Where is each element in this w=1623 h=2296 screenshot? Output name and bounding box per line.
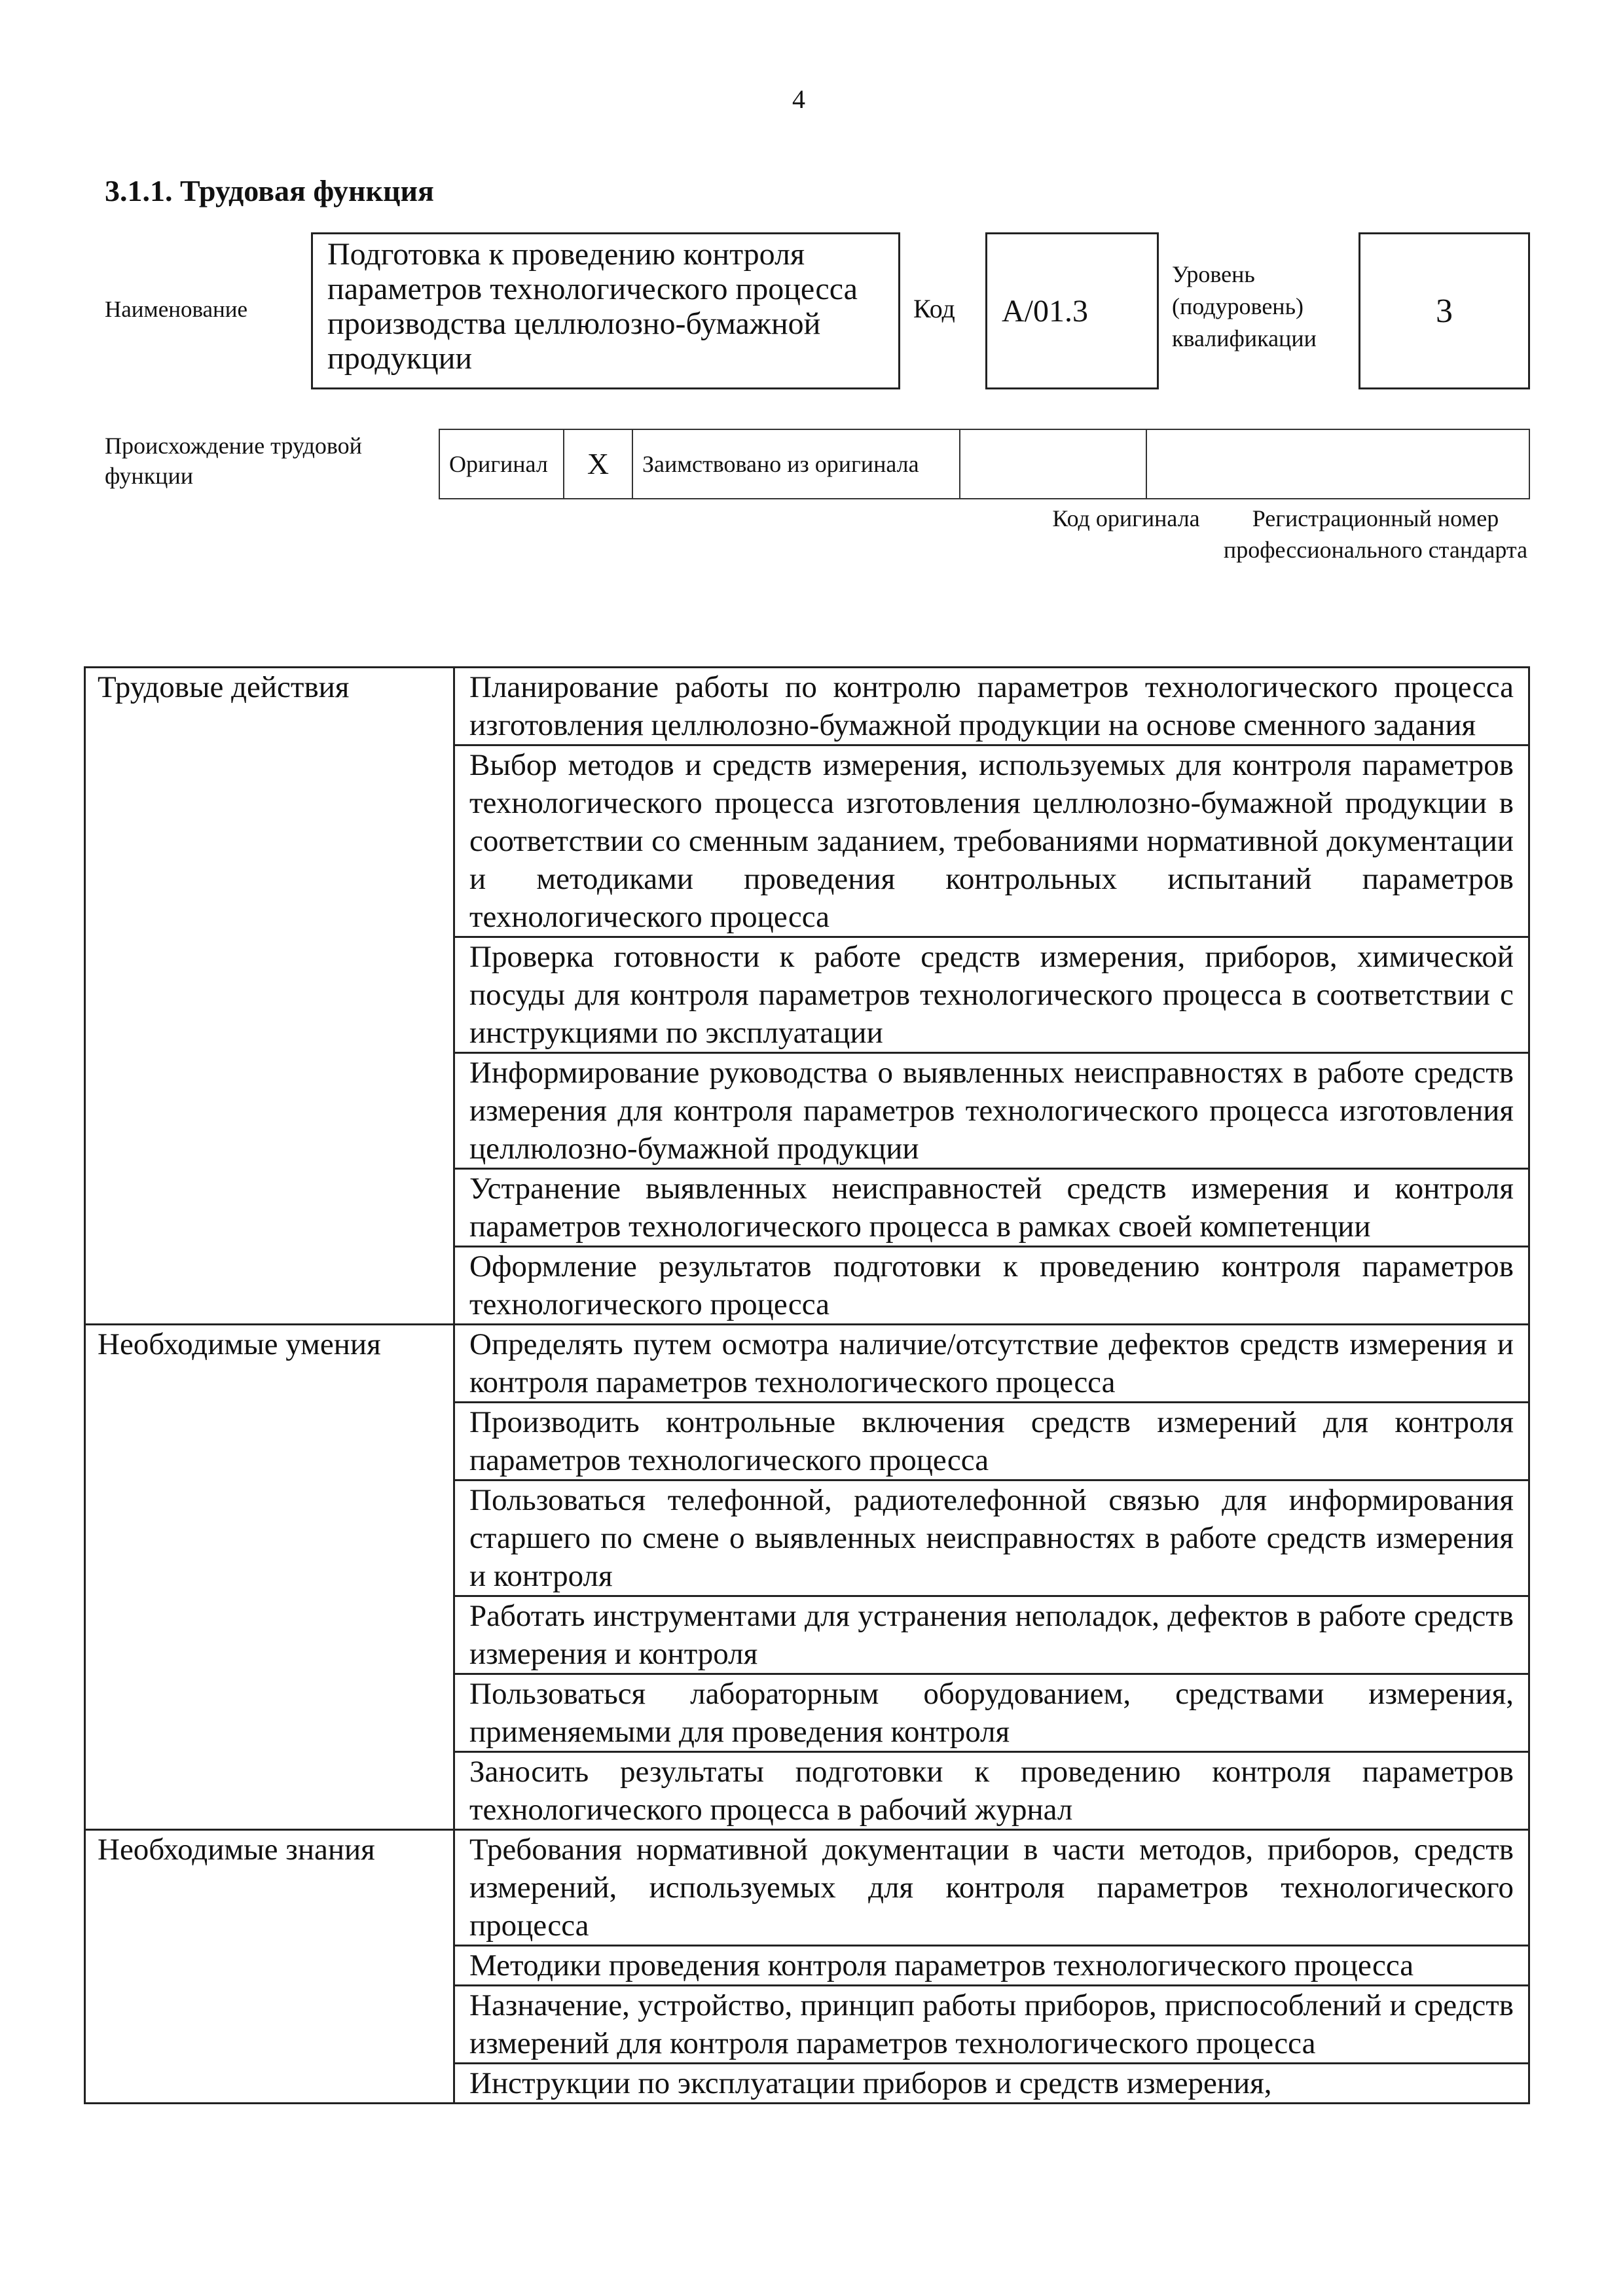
- origin-table: [439, 429, 1530, 499]
- function-name-value: Подготовка к проведению контроля параметров технологического процесса производства целлюлозно-бумажной продукции: [327, 237, 858, 376]
- page-number: 4: [792, 84, 805, 114]
- code-box: [985, 232, 1159, 389]
- list-item: Методики проведения контроля параметров технологического процесса: [454, 1946, 1529, 1986]
- section-title: 3.1.1. Трудовая функция: [105, 174, 434, 207]
- list-item: Заносить результаты подготовки к проведению контроля параметров технологического процесса в рабочий журнал: [454, 1752, 1529, 1830]
- list-item: Определять путем осмотра наличие/отсутствие дефектов средств измерения и контроля параметров технологического процесса: [454, 1325, 1529, 1403]
- list-item: Проверка готовности к работе средств измерения, приборов, химической посуды для контроля параметров технологического процесса в соответствии с инструкциями по эксплуатации: [454, 937, 1529, 1053]
- name-label: Наименование: [105, 296, 248, 322]
- list-item: Работать инструментами для устранения неполадок, дефектов в работе средств измерения и контроля: [454, 1596, 1529, 1674]
- qualification-level-box: [1359, 232, 1530, 389]
- table-row: [85, 668, 1529, 745]
- registration-number-cell: [1146, 429, 1529, 499]
- registration-number-caption: Регистрационный номер профессионального стандарта: [1223, 505, 1528, 563]
- qualification-level-label: Уровень (подуровень) квалификации: [1172, 261, 1317, 351]
- list-item: Производить контрольные включения средств измерений для контроля параметров технологического процесса: [454, 1403, 1529, 1480]
- table-row: [85, 1830, 1529, 1946]
- borrowed-label: Заимствовано из оригинала: [642, 451, 919, 477]
- original-code-cell: [960, 429, 1146, 499]
- category-cell: Необходимые знания: [85, 1830, 454, 2104]
- list-item: Устранение выявленных неисправностей средств измерения и контроля параметров технологического процесса в рамках своей компетенции: [454, 1169, 1529, 1247]
- category-cell: Трудовые действия: [85, 668, 454, 1325]
- list-item: Инструкции по эксплуатации приборов и средств измерения,: [454, 2064, 1529, 2104]
- table-row: [85, 1325, 1529, 1403]
- code-label: Код: [913, 294, 955, 323]
- original-mark: X: [587, 447, 610, 480]
- list-item: Назначение, устройство, принцип работы приборов, приспособлений и средств измерений для контроля параметров технологического процесса: [454, 1986, 1529, 2064]
- category-cell: Необходимые умения: [85, 1325, 454, 1830]
- list-item: Планирование работы по контролю параметров технологического процесса изготовления целлюлозно-бумажной продукции на основе сменного задания: [454, 668, 1529, 745]
- list-item: Требования нормативной документации в части методов, приборов, средств измерений, используемых для контроля параметров технологического процесса: [454, 1830, 1529, 1946]
- list-item: Пользоваться телефонной, радиотелефонной связью для информирования старшего по смене о выявленных неисправностях в работе средств измерения и контроля: [454, 1480, 1529, 1596]
- borrowed-label-cell: [632, 429, 960, 499]
- origin-label: Происхождение трудовой функции: [105, 433, 362, 489]
- code-value: A/01.3: [1002, 293, 1088, 329]
- labor-function-table: [84, 666, 1530, 2104]
- function-name-box: [311, 232, 900, 389]
- original-label-cell: [439, 429, 564, 499]
- original-code-caption: Код оригинала: [1052, 505, 1200, 531]
- original-label: Оригинал: [449, 451, 548, 477]
- list-item: Оформление результатов подготовки к проведению контроля параметров технологического процесса: [454, 1247, 1529, 1325]
- qualification-level-value: 3: [1436, 292, 1453, 330]
- list-item: Выбор методов и средств измерения, используемых для контроля параметров технологического процесса изготовления целлюлозно-бумажной продукции в соответствии со сменным заданием, требованиями нормативной документации и методиками проведения контрольных испытаний параметров технологического процесса: [454, 745, 1529, 937]
- original-mark-cell: [564, 429, 632, 499]
- list-item: Пользоваться лабораторным оборудованием, средствами измерения, применяемыми для проведения контроля: [454, 1674, 1529, 1752]
- list-item: Информирование руководства о выявленных неисправностях в работе средств измерения для контроля параметров технологического процесса изготовления целлюлозно-бумажной продукции: [454, 1053, 1529, 1169]
